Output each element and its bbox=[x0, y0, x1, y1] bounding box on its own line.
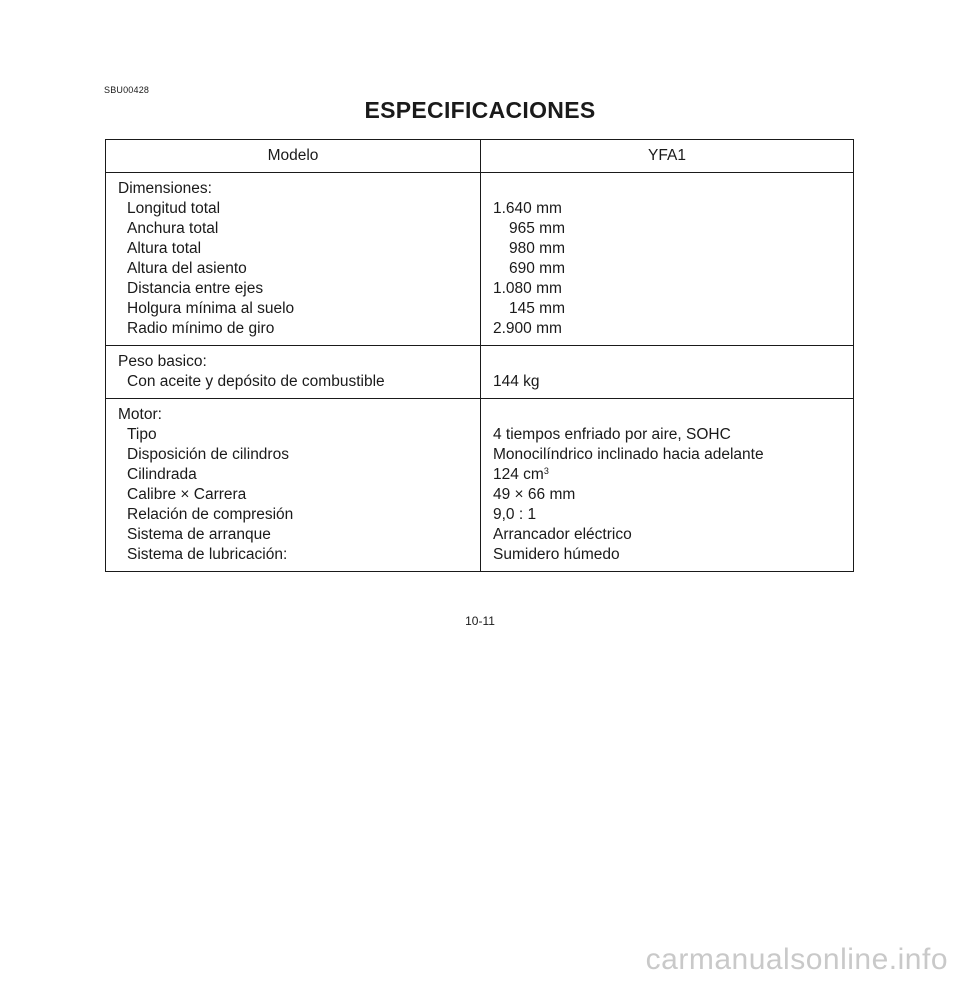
document-code: SBU00428 bbox=[104, 85, 150, 95]
row-label: Altura total bbox=[127, 240, 202, 257]
row-label: Disposición de cilindros bbox=[127, 446, 289, 463]
row-value: 9,0 : 1 bbox=[493, 506, 537, 523]
displacement-value: 124 cm bbox=[493, 466, 544, 483]
table-header-row bbox=[106, 140, 854, 173]
row-value: 690 mm bbox=[509, 260, 565, 277]
row-value: Monocilíndrico inclinado hacia adelante bbox=[493, 446, 764, 463]
row-value: 2.900 mm bbox=[493, 320, 562, 337]
row-value: Arrancador eléctrico bbox=[493, 526, 632, 543]
row-label: Tipo bbox=[127, 426, 157, 443]
row-label: Holgura mínima al suelo bbox=[127, 300, 295, 317]
row-value: Sumidero húmedo bbox=[493, 546, 620, 563]
row-value-displacement bbox=[493, 465, 853, 485]
row-label: Sistema de arranque bbox=[127, 526, 271, 543]
row-value: 1.080 mm bbox=[493, 280, 562, 297]
row-value: 965 mm bbox=[509, 220, 565, 237]
section-heading: Peso basico: bbox=[118, 353, 207, 370]
row-label: Altura del asiento bbox=[127, 260, 247, 277]
row-value: 980 mm bbox=[509, 240, 565, 257]
row-label: Sistema de lubricación: bbox=[127, 546, 288, 563]
row-label: Radio mínimo de giro bbox=[127, 320, 275, 337]
header-model-label: Modelo bbox=[106, 140, 481, 173]
spec-table bbox=[105, 139, 854, 572]
section-dimensions bbox=[106, 173, 854, 346]
superscript: 3 bbox=[543, 466, 549, 476]
page-title: ESPECIFICACIONES bbox=[364, 97, 596, 123]
section-weight bbox=[106, 346, 854, 399]
section-heading: Motor: bbox=[118, 406, 162, 423]
row-value: 145 mm bbox=[509, 300, 565, 317]
row-value: 49 × 66 mm bbox=[493, 486, 576, 503]
row-label: Relación de compresión bbox=[127, 506, 294, 523]
section-heading: Dimensiones: bbox=[118, 180, 212, 197]
row-label: Anchura total bbox=[127, 220, 219, 237]
row-value: 1.640 mm bbox=[493, 200, 562, 217]
row-label: Distancia entre ejes bbox=[127, 280, 264, 297]
row-value: 144 kg bbox=[493, 373, 540, 390]
watermark: carmanualsonline.info bbox=[645, 943, 948, 976]
row-label: Calibre × Carrera bbox=[127, 486, 247, 503]
row-label: Con aceite y depósito de combustible bbox=[127, 373, 385, 390]
row-label: Longitud total bbox=[127, 200, 221, 217]
header-model-value: YFA1 bbox=[481, 140, 854, 173]
row-value: 4 tiempos enfriado por aire, SOHC bbox=[493, 426, 731, 443]
section-engine bbox=[106, 399, 854, 572]
row-label: Cilindrada bbox=[127, 466, 197, 483]
page-number: 10-11 bbox=[465, 614, 495, 628]
